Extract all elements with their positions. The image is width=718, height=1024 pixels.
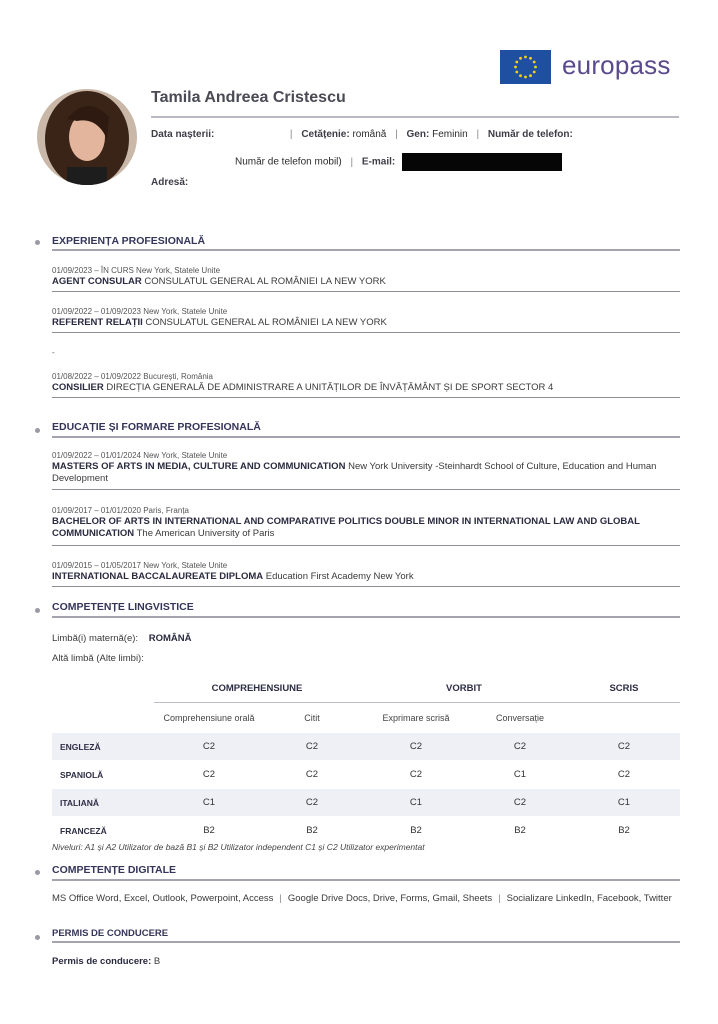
section-bullet [35,428,40,433]
personal-info-line-1 [151,129,681,140]
email-label: E-mail: [361,156,396,168]
driving-license-value: B [153,956,161,967]
experience-org: CONSULATUL GENERAL AL ROMÂNIEI LA NEW YORK [145,317,387,328]
entry-divider [52,397,680,398]
section-divider [52,879,680,881]
redacted-email [402,153,562,171]
europass-logo [500,48,682,88]
experience-role: CONSILIER [52,382,104,393]
native-language-label: Limbă(i) maternă(e): [52,633,139,644]
digital-skill: MS Office Word, Excel, Outlook, Powerpoint, Access [52,893,274,904]
section-divider [52,941,680,943]
separator: | [395,129,398,140]
level-cell: C2 [472,733,568,761]
separator: | [498,893,501,904]
group-speaking: VORBIT [360,675,568,703]
experience-entry [52,382,553,394]
citizenship-value: română [352,129,387,140]
subheader-conversation: Conversație [495,713,545,723]
level-cell: C1 [360,789,472,817]
experience-meta: 01/09/2023 – ÎN CURS New York, Statele Unite [52,266,221,275]
level-cell: B2 [568,817,680,845]
subheader-listening: Comprehensiune orală [163,713,255,723]
education-entry [52,516,680,540]
level-cell: C1 [472,761,568,789]
table-row [52,789,680,817]
separator: | [289,129,293,140]
gender-value: Feminin [432,129,468,140]
logo-text: europass [562,50,671,80]
table-header-row [52,675,680,703]
level-cell: C2 [154,761,264,789]
separator: | [279,893,282,904]
education-org: Education First Academy New York [265,571,414,582]
education-meta: 01/09/2017 – 01/01/2020 Paris, Franța [52,506,189,515]
level-cell: C2 [568,761,680,789]
section-bullet [35,240,40,245]
level-cell: C1 [568,789,680,817]
level-cell: B2 [264,817,360,845]
level-cell: C2 [264,733,360,761]
table-row [52,761,680,789]
address-label: Adresă: [151,177,189,188]
citizenship-label: Cetățenie: [301,129,350,140]
language-name: ITALIANĂ [52,789,154,817]
education-meta: 01/09/2022 – 01/01/2024 New York, Statele Unite [52,451,228,460]
level-cell: B2 [154,817,264,845]
section-divider [52,616,680,618]
education-degree: MASTERS OF ARTS IN MEDIA, CULTURE AND COMMUNICATION [52,461,346,472]
group-writing: SCRIS [568,675,680,703]
driving-license-label: Permis de conducere: [52,956,152,967]
section-bullet [35,935,40,940]
personal-info-line-2 [235,153,562,171]
driving-license-line [52,956,160,968]
digital-skill: Google Drive Docs, Drive, Forms, Gmail, Sheets [287,893,493,904]
table-row [52,817,680,845]
experience-meta: 01/09/2022 – 01/09/2023 New York, Statele Unite [52,307,228,316]
native-language-value: ROMÂNĂ [148,633,192,644]
section-bullet [35,870,40,875]
education-degree: INTERNATIONAL BACCALAUREATE DIPLOMA [52,571,264,582]
language-table [52,675,680,845]
entry-divider [52,332,680,333]
experience-org: CONSULATUL GENERAL AL ROMÂNIEI LA NEW YORK [144,276,386,287]
group-comprehension: COMPREHENSIUNE [154,675,360,703]
education-title: EDUCAȚIE ȘI FORMARE PROFESIONALĂ [52,421,261,433]
level-cell: C2 [360,733,472,761]
education-org: The American University of Paris [136,528,275,539]
level-cell: B2 [472,817,568,845]
birth-date-label: Data nașterii: [151,129,215,140]
header-divider [151,116,679,118]
table-subheader-row [52,703,680,734]
personal-info-line-3 [151,177,188,188]
digital-title: COMPETENȚE DIGITALE [52,864,177,876]
driving-title: PERMIS DE CONDUCERE [52,928,169,939]
entry-divider [52,545,680,546]
eu-flag-icon [500,50,551,84]
gender-label: Gen: [406,129,430,140]
other-languages-label: Altă limbă (Alte limbi): [52,653,144,664]
experience-entry [52,317,387,329]
native-language-line [52,633,191,645]
education-degree: BACHELOR OF ARTS IN INTERNATIONAL AND COMPARATIVE POLITICS DOUBLE MINOR IN INTERNATIONAL LAW AND GLOBAL COMMUNICATION [52,516,640,539]
subheader-written-expression: Exprimare scrisă [382,713,450,723]
education-meta: 01/09/2015 – 01/05/2017 New York, Statele Unite [52,561,228,570]
language-name: ENGLEZĂ [52,733,154,761]
person-name: Tamila Andreea Cristescu [151,89,346,106]
level-cell: C1 [154,789,264,817]
education-org: New York University -Steinhardt School of Culture, Education and Human Development [52,461,657,484]
phone-label: Număr de telefon: [487,129,573,140]
section-divider [52,436,680,438]
language-name: FRANCEZĂ [52,817,154,845]
experience-org: DIRECȚIA GENERALĂ DE ADMINISTRARE A UNITĂȚILOR DE ÎNVĂȚĂMÂNT ȘI DE SPORT SECTOR 4 [106,382,554,393]
experience-entry [52,276,386,288]
entry-divider [52,291,680,292]
section-bullet [35,608,40,613]
levels-note: Niveluri: A1 și A2 Utilizator de bază B1 și B2 Utilizator independent C1 și C2 Utilizator experimentat [52,842,425,852]
entry-divider [52,586,680,587]
profile-photo [37,89,137,185]
subheader-reading: Citit [304,713,320,723]
education-entry [52,571,414,583]
separator: | [350,156,354,168]
experience-meta: 01/08/2022 – 01/09/2022 București, România [52,372,214,381]
separator: | [476,129,480,140]
section-divider [52,249,680,251]
level-cell: B2 [360,817,472,845]
phone-type: Număr de telefon mobil) [235,156,342,168]
table-row [52,733,680,761]
level-cell: C2 [264,789,360,817]
level-cell: C2 [360,761,472,789]
entry-divider [52,489,680,490]
experience-title: EXPERIENȚA PROFESIONALĂ [52,235,206,247]
language-name: SPANIOLĂ [52,761,154,789]
level-cell: C2 [264,761,360,789]
level-cell: C2 [568,733,680,761]
dash-mark: - [52,348,55,357]
languages-title: COMPETENȚE LINGVISTICE [52,601,194,613]
digital-skills-list [52,893,680,905]
level-cell: C2 [154,733,264,761]
education-entry [52,461,680,485]
level-cell: C2 [472,789,568,817]
experience-role: REFERENT RELAȚII [52,317,143,328]
experience-role: AGENT CONSULAR [52,276,142,287]
digital-skill: Socializare LinkedIn, Facebook, Twitter [506,893,672,904]
